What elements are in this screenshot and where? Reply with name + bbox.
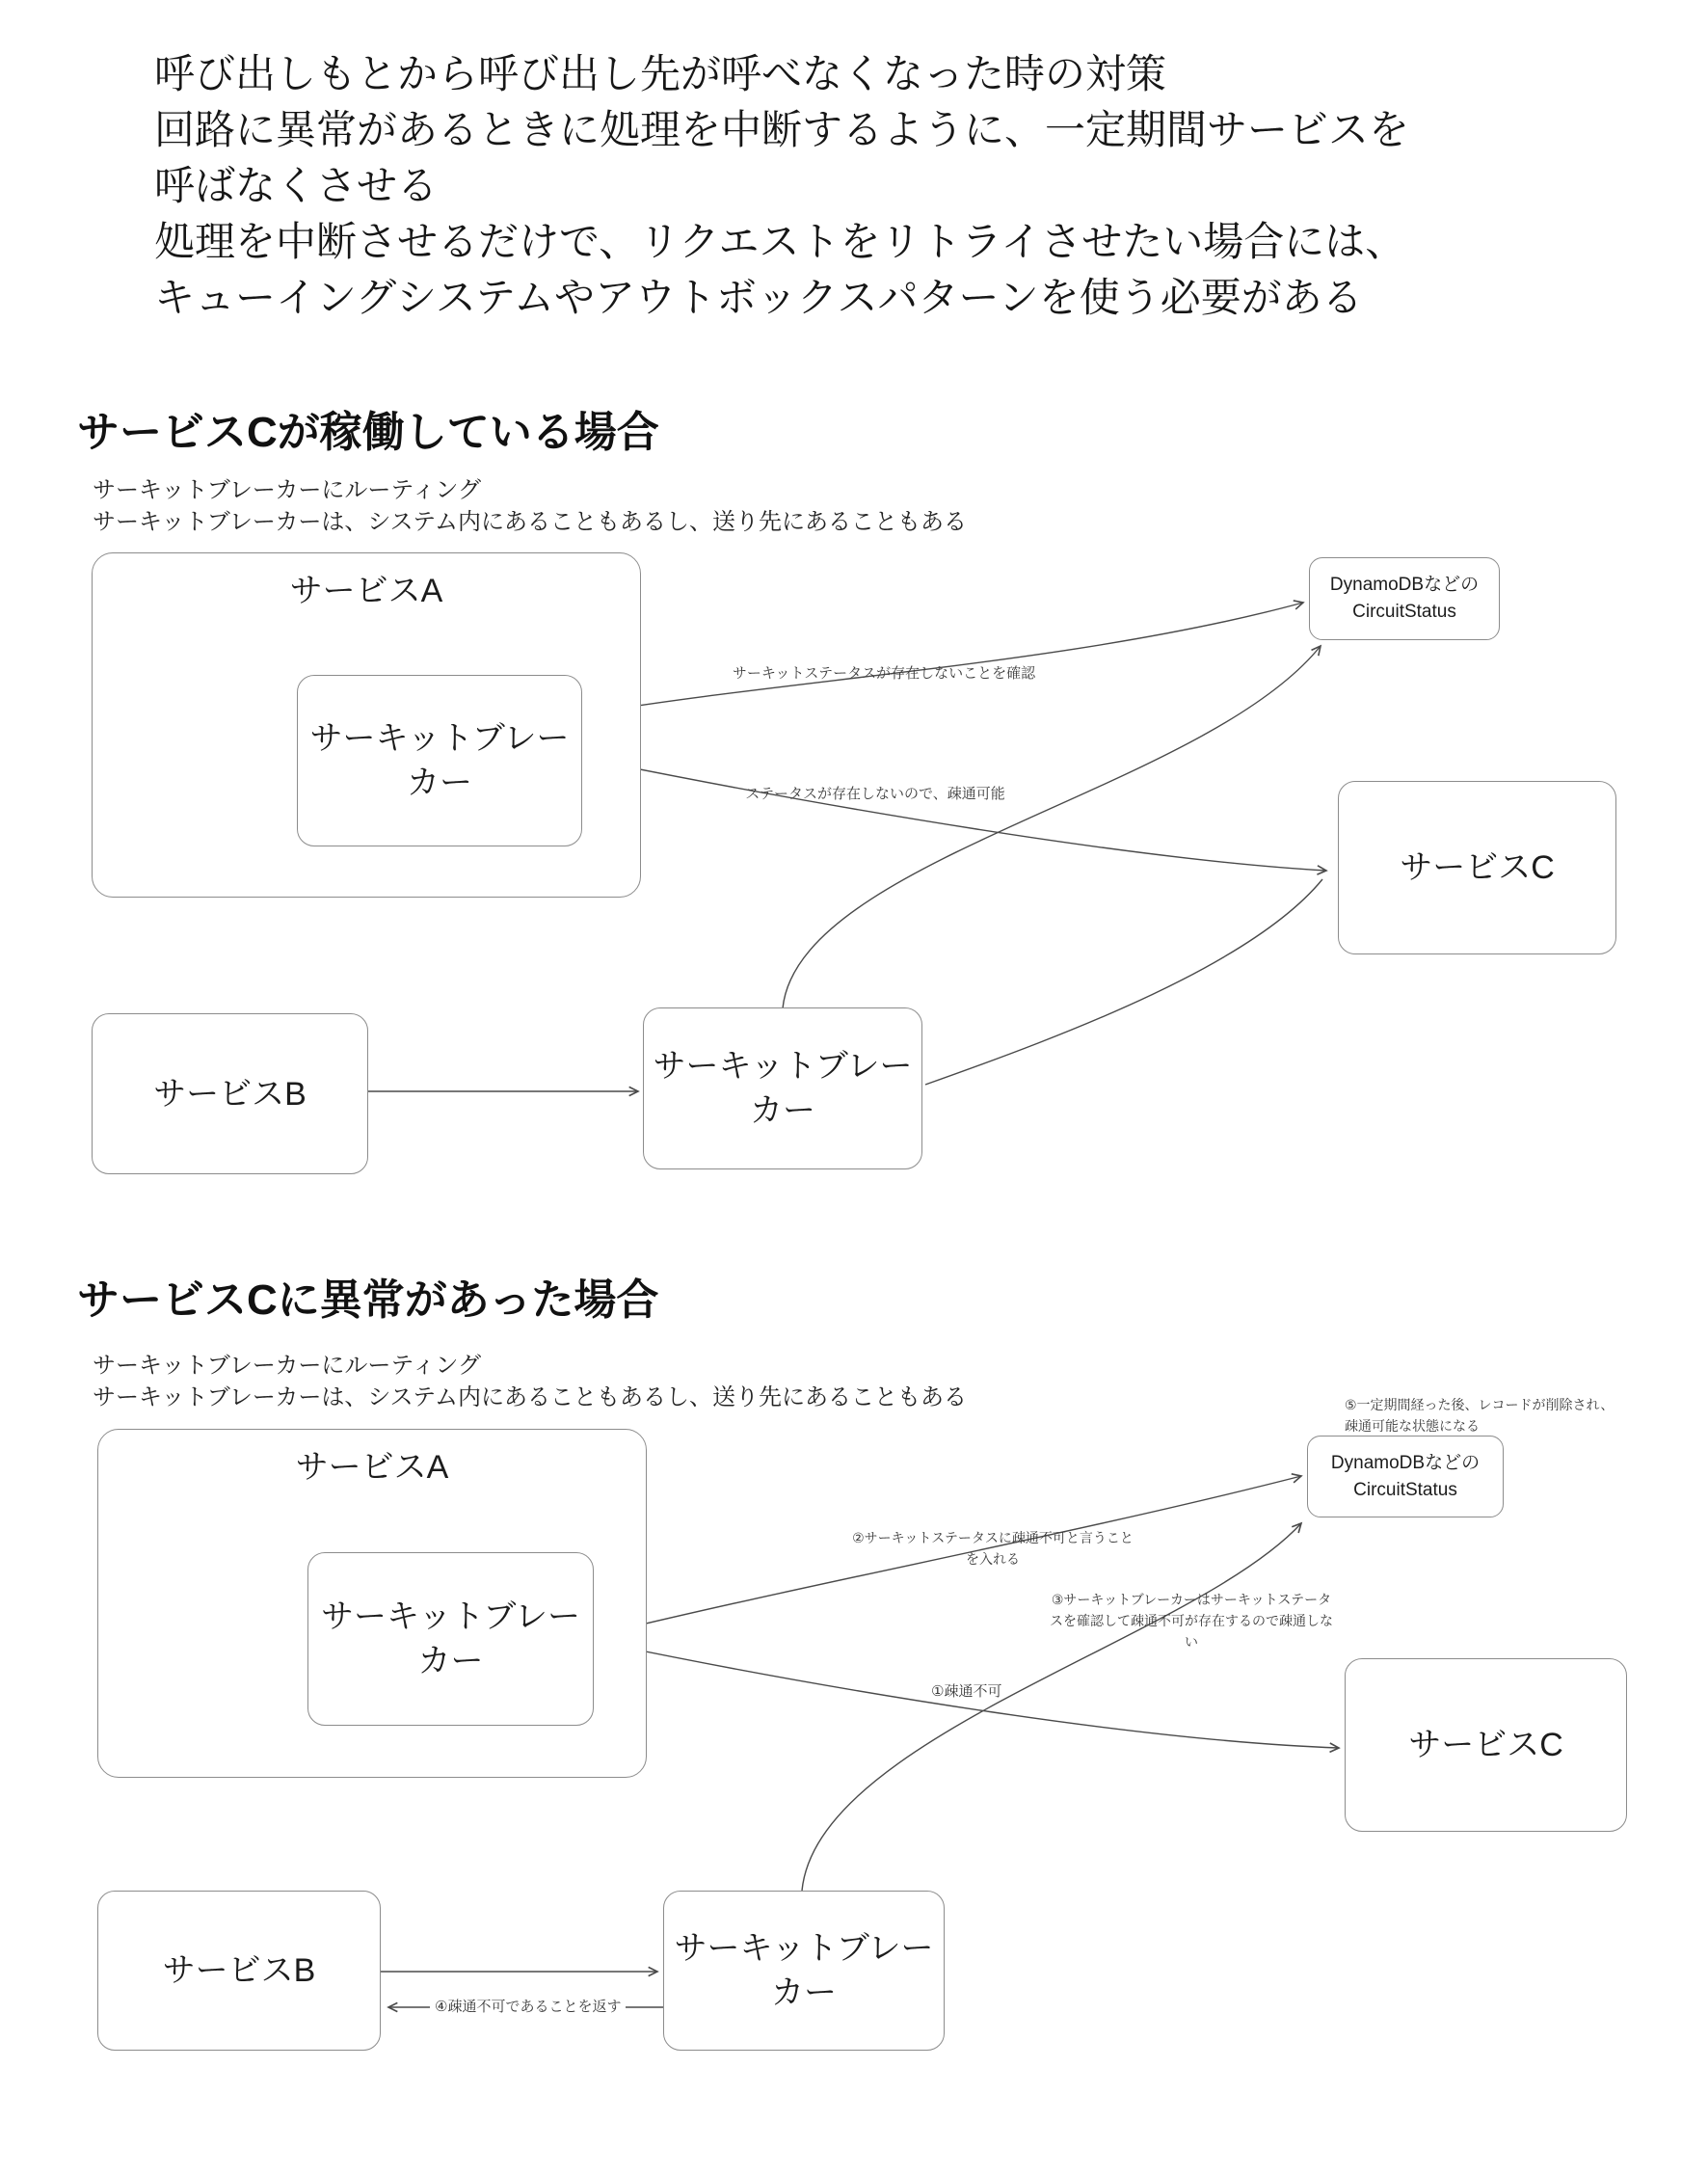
d2-circuitstatus-box [1307, 1436, 1504, 1517]
d1-circuit-breaker-b-box [643, 1007, 922, 1169]
edge-cb-b2-to-circuitstatus-read [802, 1523, 1301, 1891]
d1-dynamodb-line2: CircuitStatus [1352, 602, 1456, 622]
d2-edge-label-step5 [1345, 1394, 1614, 1437]
d2-circuit-breaker-a-box [307, 1552, 594, 1726]
d1-cb-a-line2: カー [406, 765, 472, 801]
d2-circuit-breaker-b-box [663, 1891, 945, 2051]
d1-cb-b-line2: カー [749, 1092, 815, 1129]
edge-cb-a-to-circuitstatus-check [582, 603, 1303, 714]
d1-circuit-breaker-a-box [297, 675, 582, 846]
section1-note-2: サーキットブレーカーは、システム内にあることもあるし、送り先にあることもある [93, 509, 967, 535]
intro-line-5: キューイングシステムやアウトボックスパターンを使う必要がある [154, 275, 1363, 320]
d1-cb-b-line1: サーキットブレー [653, 1048, 913, 1085]
d2-step2-line2: を入れる [966, 1551, 1020, 1567]
d2-step2-line1: ②サーキットステータスに疎通不可と言うこと [852, 1530, 1134, 1545]
edge-cb-b-to-circuitstatus-check [783, 646, 1321, 1008]
d2-cb-b-line2: カー [770, 1974, 837, 2011]
d2-service-b-box [97, 1891, 381, 2051]
edge-cb-b-to-service-c-merge [925, 879, 1322, 1085]
section1-note-1: サーキットブレーカーにルーティング [93, 477, 481, 503]
d1-circuitstatus-label [1330, 572, 1479, 626]
d1-circuit-breaker-a-label [310, 716, 570, 805]
d1-circuitstatus-box [1309, 557, 1500, 640]
d2-step3-line3: い [1185, 1634, 1198, 1650]
d2-cb-a-line2: カー [417, 1643, 484, 1679]
d2-edge-label-step2 [837, 1527, 1149, 1570]
d1-service-c-label: サービスC [1400, 849, 1555, 886]
d2-service-c-box [1345, 1658, 1627, 1832]
section2-note-2: サーキットブレーカーは、システム内にあることもあるし、送り先にあることもある [93, 1384, 967, 1410]
d2-step5-line2: 疎通可能な状態になる [1345, 1418, 1480, 1434]
d1-service-b-label: サービスB [153, 1075, 307, 1113]
section2-note-1: サーキットブレーカーにルーティング [93, 1353, 481, 1379]
d1-edge-label-check: サーキットステータスが存在しないことを確認 [732, 665, 1036, 682]
d1-service-a-label: サービスA [289, 573, 443, 609]
intro-line-3: 呼ばなくさせる [154, 163, 439, 208]
d2-edge-label-step3 [1029, 1589, 1353, 1652]
d1-edge-label-pass: ステータスが存在しないので、疎通可能 [745, 786, 1005, 802]
section1-heading: サービスCが稼働している場合 [77, 409, 659, 456]
d2-step3-line1: ③サーキットブレーカーはサーキットステータ [1051, 1592, 1332, 1607]
d2-circuit-breaker-b-label [675, 1926, 934, 2015]
d2-cb-a-line1: サーキットブレー [321, 1598, 580, 1635]
d2-circuitstatus-label [1331, 1450, 1480, 1504]
d2-step5-line1: ⑤一定期間経った後、レコードが削除され、 [1345, 1397, 1615, 1412]
d2-service-a-label: サービスA [295, 1449, 449, 1486]
section2-heading: サービスCに異常があった場合 [77, 1276, 659, 1324]
d2-step3-line2: スを確認して疎通不可が存在するので疎通しな [1050, 1613, 1333, 1628]
intro-line-4: 処理を中断させるだけで、リクエストをリトライさせたい場合には、 [154, 219, 1406, 264]
intro-line-2: 回路に異常があるときに処理を中断するように、一定期間サービスを [154, 107, 1410, 152]
d2-dynamodb-line2: CircuitStatus [1353, 1479, 1457, 1500]
d2-circuit-breaker-a-label [321, 1595, 580, 1683]
d2-cb-b-line1: サーキットブレー [674, 1930, 934, 1967]
d1-circuit-breaker-b-label [654, 1044, 913, 1133]
d1-service-b-box [92, 1013, 368, 1174]
d2-edge-label-step4: ④疎通不可であることを返す [430, 1997, 626, 2018]
d2-edge-label-step1: ①疎通不可 [931, 1683, 1002, 1700]
d1-service-c-box [1338, 781, 1616, 954]
d2-dynamodb-line1: DynamoDBなどの [1330, 1452, 1481, 1473]
d1-cb-a-line1: サーキットブレー [309, 720, 570, 757]
d2-service-c-label: サービスC [1408, 1727, 1563, 1763]
intro-line-1: 呼び出しもとから呼び出し先が呼べなくなった時の対策 [154, 51, 1167, 96]
d1-dynamodb-line1: DynamoDBなどの [1329, 575, 1480, 595]
d2-service-b-label: サービスB [162, 1952, 316, 1989]
